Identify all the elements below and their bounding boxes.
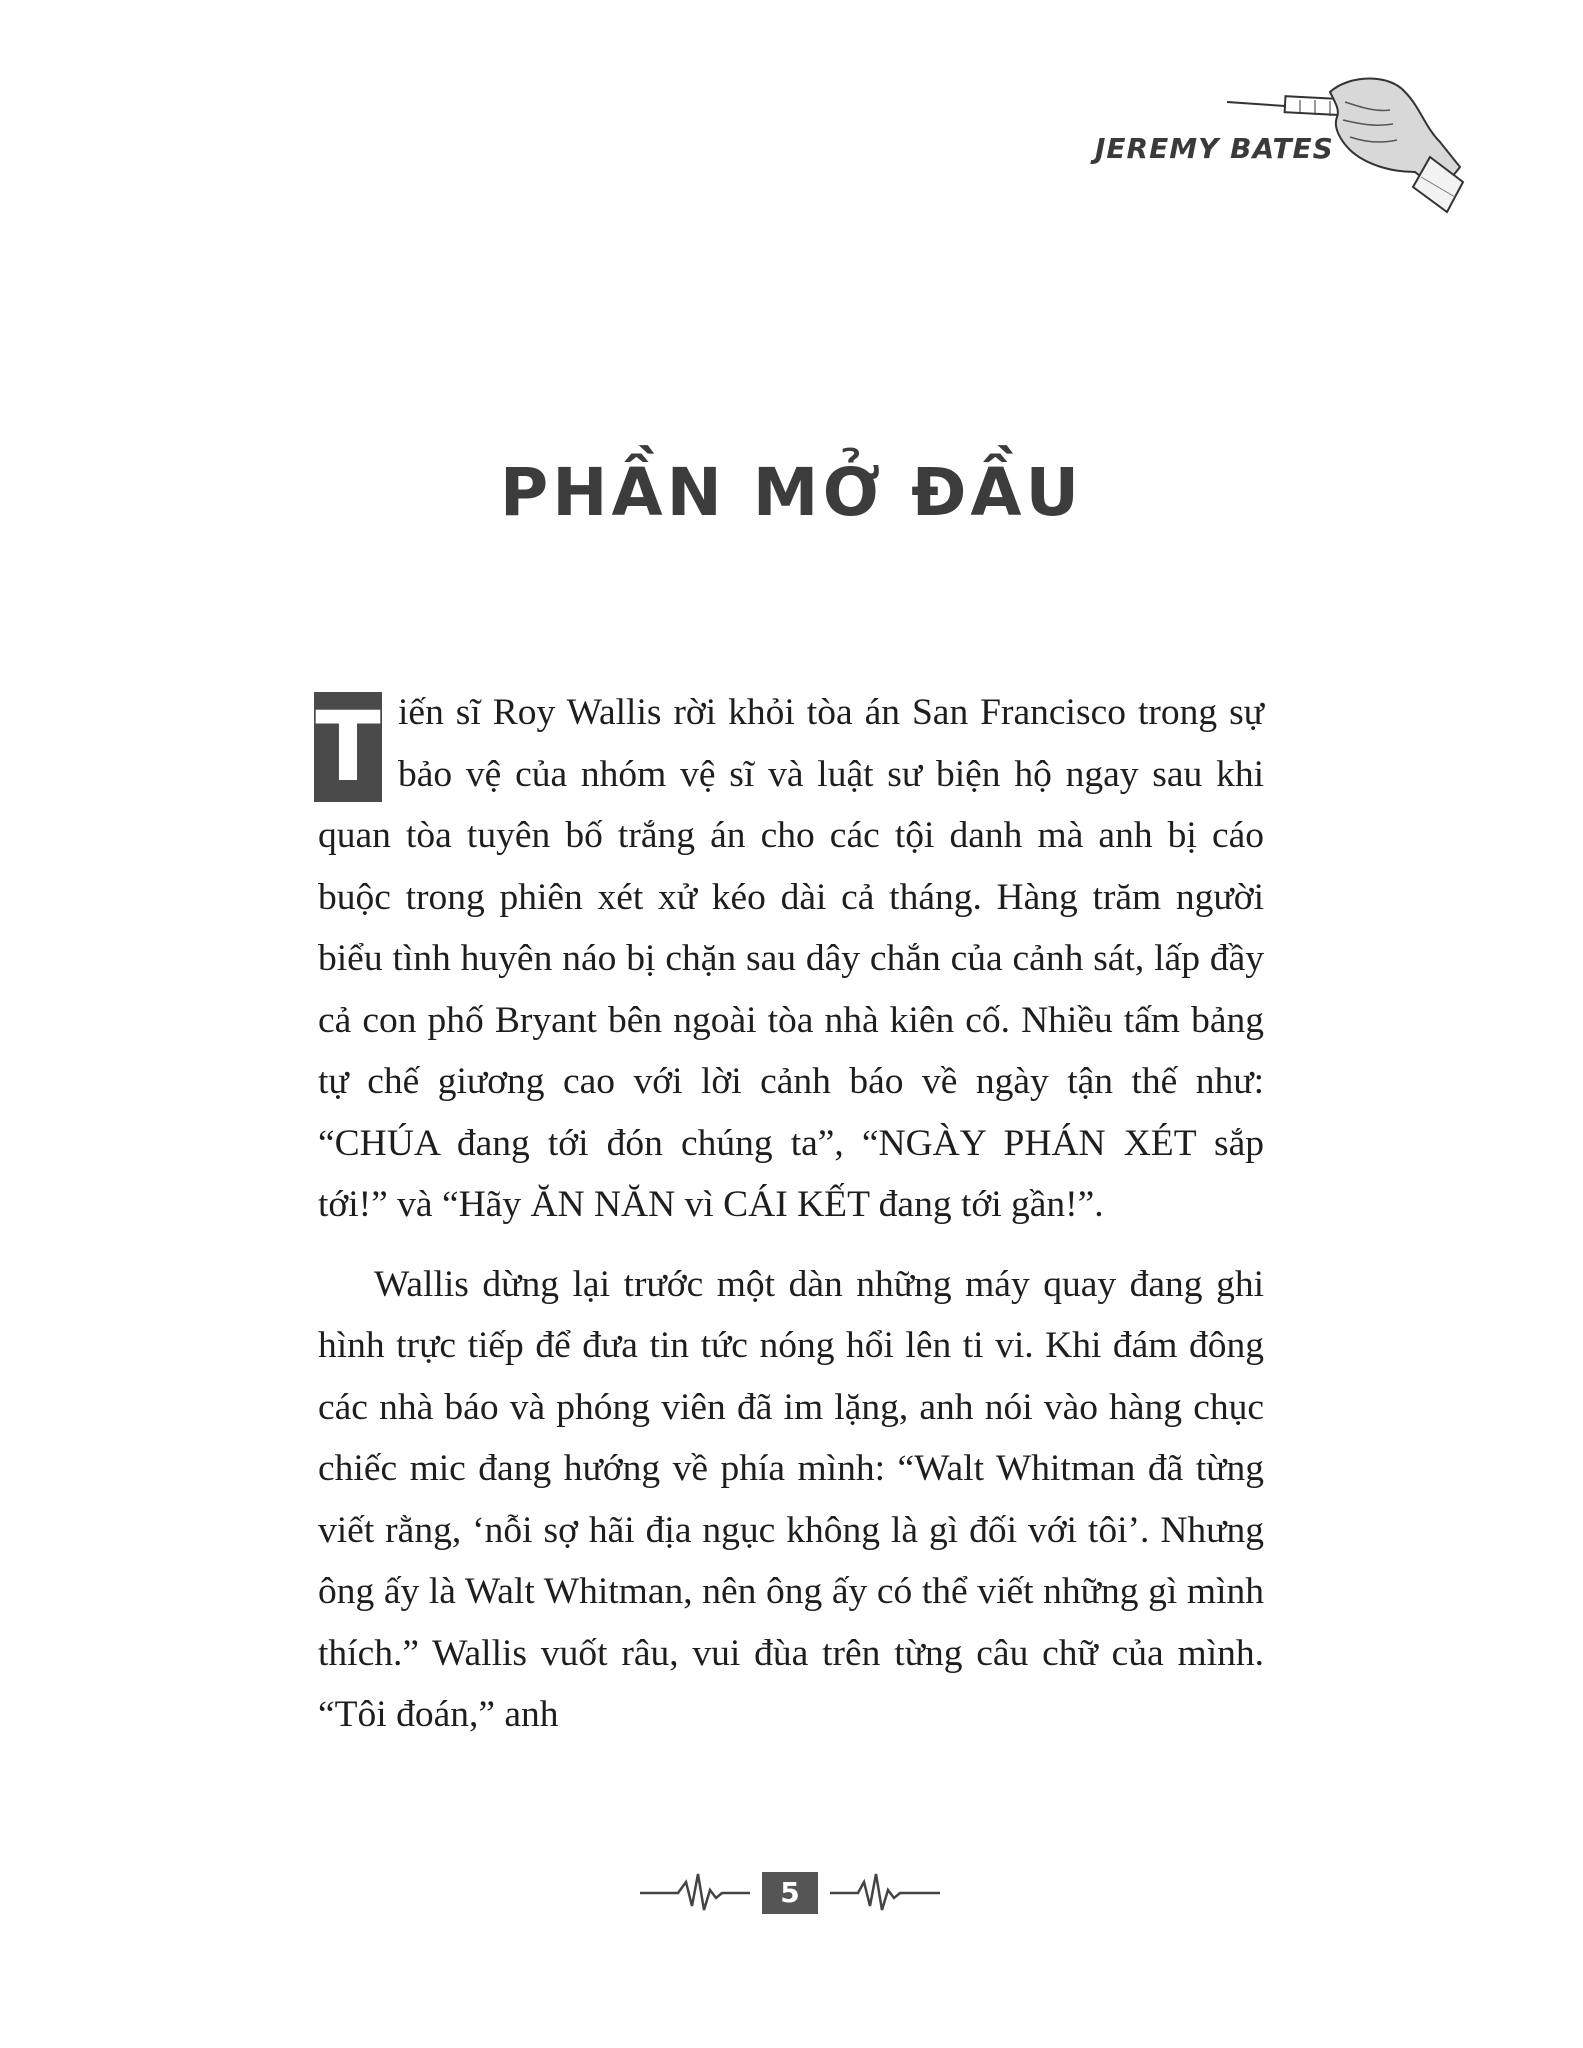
page-footer (640, 1868, 940, 1918)
header-author: JEREMY BATES (1095, 132, 1334, 165)
paragraph-1-text: iến sĩ Roy Wallis rời khỏi tòa án San Francisco trong sự bảo vệ của nhóm vệ sĩ và luật sư biện hộ ngay sau khi quan tòa tuyên bố trắng án cho các tội danh mà anh bị cáo buộc trong phiên xét xử kéo dài cả tháng. Hàng trăm người biểu tình huyên náo bị chặn sau dây chắn của cảnh sát, lấp đầy cả con phố Bryant bên ngoài tòa nhà kiên cố. Nhiều tấm bảng tự chế giương cao với lời cảnh báo về ngày tận thế như: “CHÚA đang tới đón chúng ta”, “NGÀY PHÁN XÉT sắp tới!” và “Hãy ĂN NĂN vì CÁI KẾT đang tới gần!”. (318, 692, 1264, 1225)
body-text (315, 682, 1264, 1746)
hand-with-syringe-icon (1225, 72, 1465, 222)
drop-cap: T (315, 691, 381, 803)
page-number: 5 (762, 1872, 818, 1914)
paragraph-2: Wallis dừng lại trước một dàn những máy quay đang ghi hình trực tiếp để đưa tin tức nóng hổi lên ti vi. Khi đám đông các nhà báo và phóng viên đã im lặng, anh nói vào hàng chục chiếc mic đang hướng về phía mình: “Walt Whitman đã từng viết rằng, ‘nỗi sợ hãi địa ngục không là gì đối với tôi’. Nhưng ông ấy là Walt Whitman, nên ông ấy có thể viết những gì mình thích.” Wallis vuốt râu, vui đùa trên từng câu chữ của mình. “Tôi đoán,” anh (318, 1263, 1264, 1735)
chapter-title: PHẦN MỞ ĐẦU (499, 454, 1084, 532)
paragraph-1 (315, 682, 1264, 1236)
